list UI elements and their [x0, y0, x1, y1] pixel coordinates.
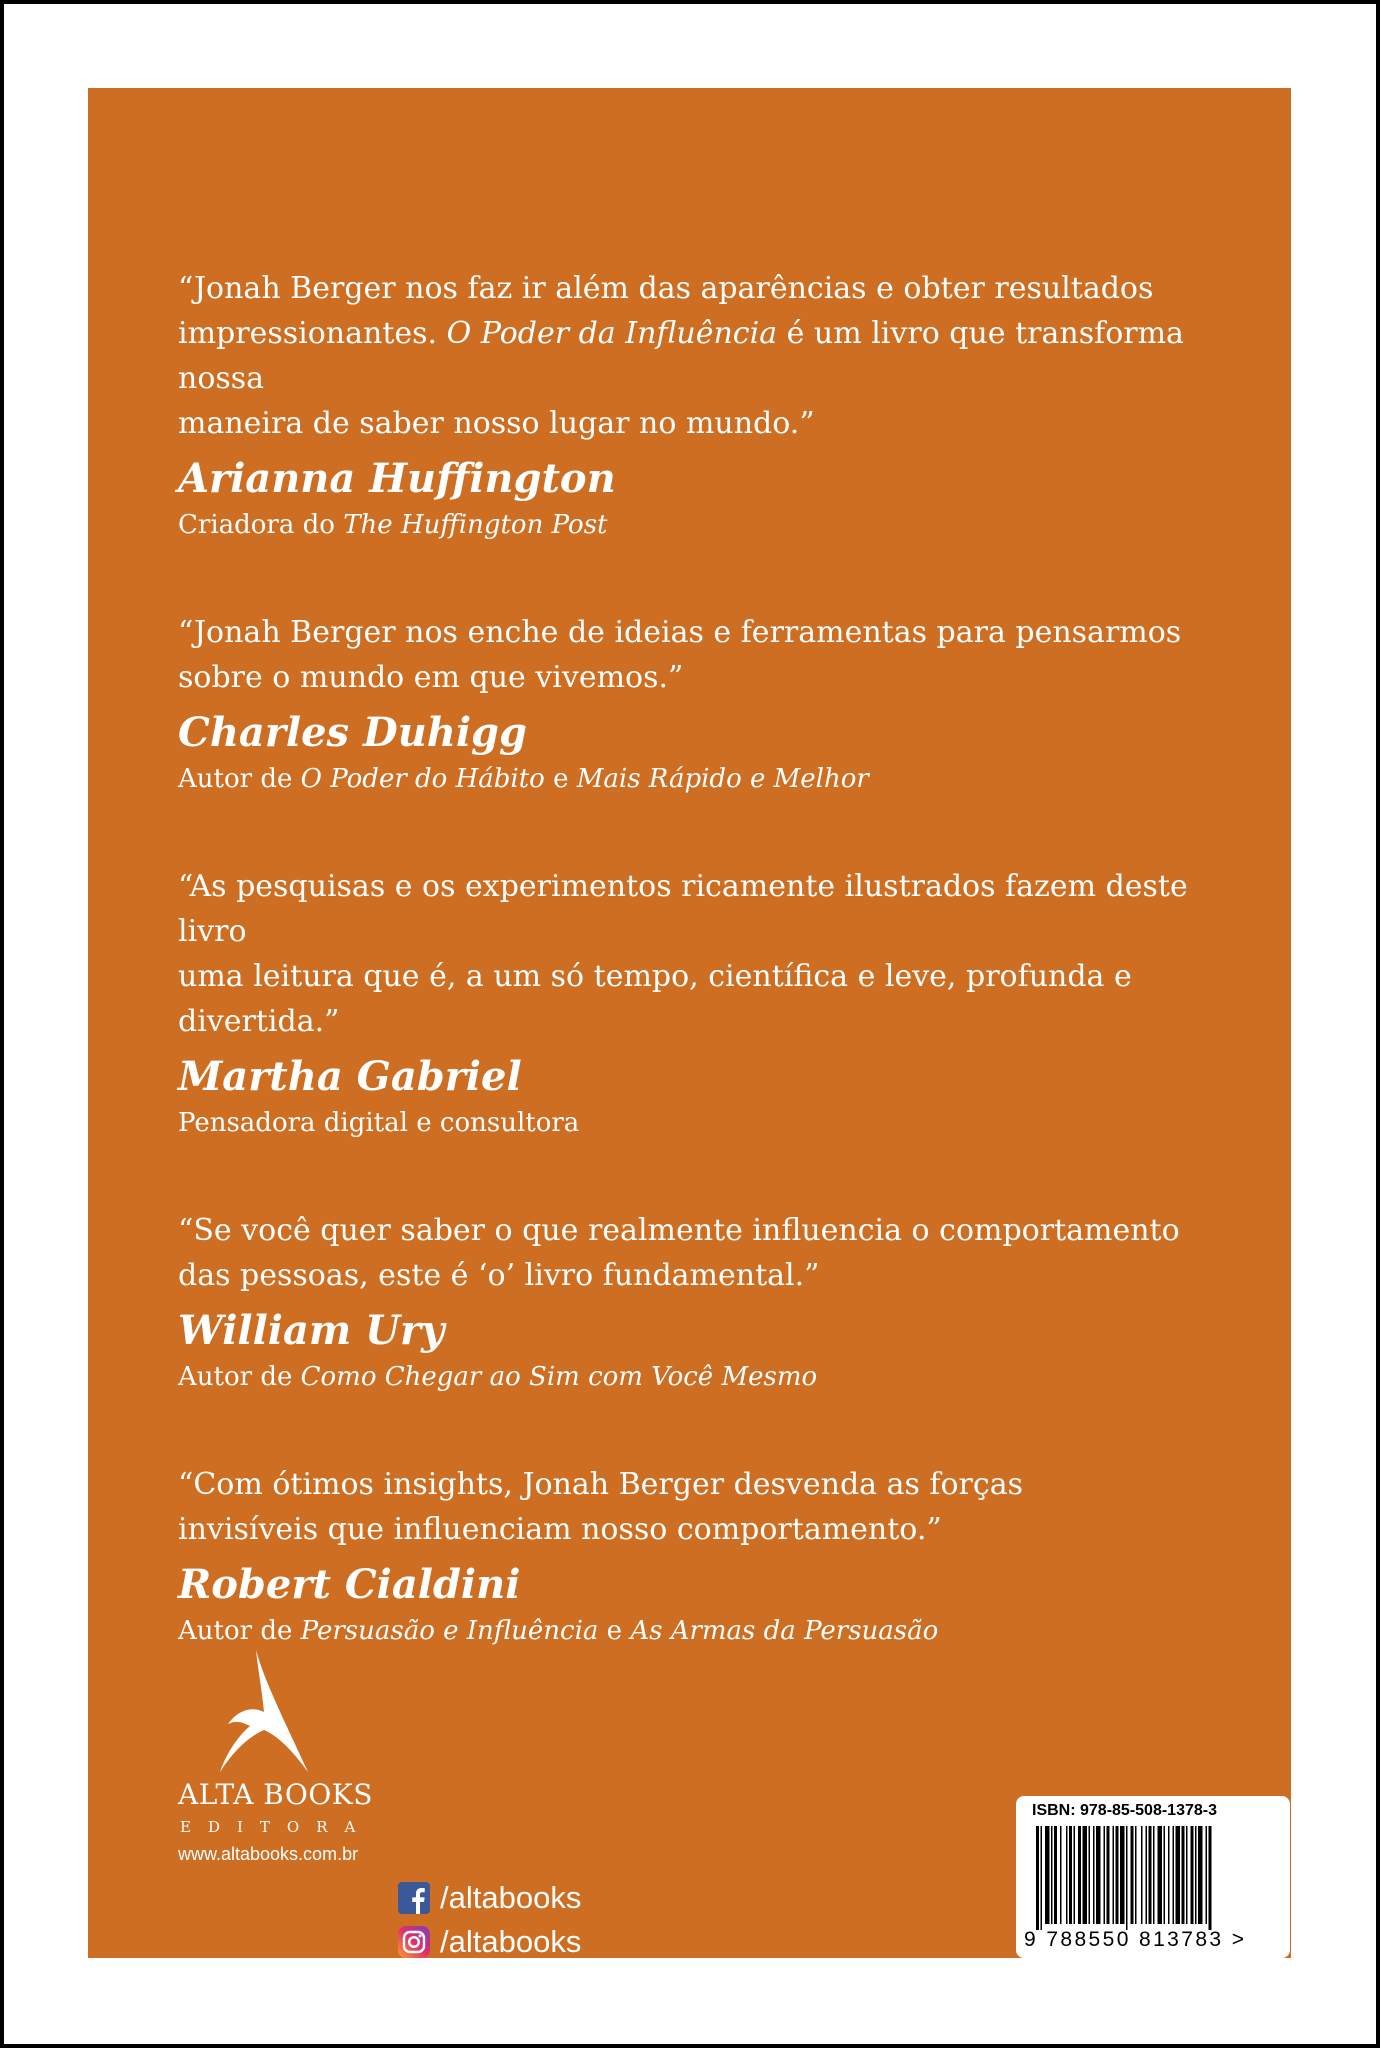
barcode-bar — [1141, 1826, 1143, 1924]
facebook-icon — [398, 1882, 430, 1914]
publisher-subtitle: EDITORA — [180, 1818, 373, 1836]
barcode-bar — [1113, 1826, 1115, 1924]
barcode-bar — [1104, 1826, 1106, 1924]
barcode-bar — [1168, 1826, 1170, 1924]
barcode-bar — [1176, 1826, 1181, 1924]
social-link-facebook[interactable] — [398, 1876, 581, 1920]
barcode-bar — [1041, 1826, 1043, 1930]
barcode-bar — [1083, 1826, 1088, 1924]
barcode-bar — [1120, 1826, 1125, 1924]
publisher-name: ALTA BOOKS — [178, 1778, 373, 1811]
blurb-quote: “Com ótimos insights, Jonah Berger desvenda as forças invisíveis que influenciam nosso comportamento.” — [178, 1467, 1023, 1547]
blurb-quote: “Jonah Berger nos faz ir além das aparências e obter resultados impressionantes. O Poder da Influência é um livro que transforma nossa maneira de saber nosso lugar no mundo.” — [178, 271, 1184, 441]
blurb-author-role: Autor de O Poder do Hábito e Mais Rápido e Melhor — [178, 764, 869, 794]
barcode-bar — [1149, 1826, 1152, 1924]
blurb-author: Arianna Huffington — [178, 455, 616, 502]
blurb-author-role: Pensadora digital e consultora — [178, 1108, 580, 1138]
barcode-bar — [1096, 1826, 1101, 1924]
barcode-bar — [1198, 1826, 1203, 1924]
barcode-bar — [1051, 1826, 1053, 1924]
barcode-bar — [1093, 1826, 1095, 1924]
barcode-bar — [1206, 1826, 1208, 1924]
blurb-author-role: Autor de Persuasão e Influência e As Armas da Persuasão — [178, 1616, 939, 1646]
barcode-bar — [1060, 1826, 1062, 1924]
barcode-bar — [1078, 1826, 1081, 1924]
publisher-website[interactable]: www.altabooks.com.br — [178, 1844, 359, 1864]
isbn-text: ISBN: 978-85-508-1378-3 — [1032, 1802, 1217, 1819]
blurbs-list — [178, 266, 1238, 1716]
barcode-bar — [1089, 1826, 1091, 1924]
barcode-bar — [1135, 1826, 1137, 1924]
facebook-handle: /altabooks — [440, 1880, 582, 1915]
back-cover — [88, 88, 1291, 1958]
barcode-bar — [1153, 1826, 1155, 1924]
blurb-quote: “Se você quer saber o que realmente influencia o comportamento das pessoas, este é ‘o’ livro fundamental.” — [178, 1213, 1180, 1293]
barcode-bar — [1074, 1826, 1076, 1924]
instagram-handle: /altabooks — [440, 1924, 582, 1959]
barcode-bar — [1036, 1826, 1039, 1930]
social-link-instagram[interactable] — [398, 1920, 581, 1964]
barcode-bar — [1131, 1826, 1134, 1924]
barcode-bar — [1045, 1826, 1050, 1924]
blurb-quote: “Jonah Berger nos enche de ideias e ferramentas para pensarmos sobre o mundo em que vivemos.” — [178, 615, 1182, 695]
barcode-bar — [1195, 1826, 1197, 1924]
barcode-bar — [1054, 1826, 1057, 1924]
blurb-author: Charles Duhigg — [178, 709, 527, 756]
barcode-bar — [1126, 1826, 1128, 1930]
barcode-label — [1016, 1796, 1290, 1958]
barcode-bar — [1209, 1826, 1212, 1930]
blurb — [178, 1208, 1238, 1394]
alta-books-logo-icon — [212, 1650, 308, 1776]
barcode-bar — [1116, 1826, 1119, 1924]
blurb-author-role: Criadora do The Huffington Post — [178, 510, 608, 540]
barcode-bar — [1107, 1826, 1110, 1924]
barcode-bar — [1146, 1826, 1148, 1924]
blurb-author: William Ury — [178, 1307, 445, 1354]
blurb-author: Robert Cialdini — [178, 1561, 521, 1608]
barcode-bar — [1186, 1826, 1188, 1924]
barcode-bar — [1069, 1826, 1072, 1924]
barcode-bar — [1173, 1826, 1175, 1924]
blurb-author-role: Autor de Como Chegar ao Sim com Você Mesmo — [178, 1362, 818, 1392]
blurb — [178, 266, 1238, 542]
barcode-bar — [1191, 1826, 1194, 1924]
barcode-digits: 9 788550 813783 > — [1024, 1928, 1247, 1951]
blurb-quote: “As pesquisas e os experimentos ricamente ilustrados fazem deste livro uma leitura que é, a um só tempo, científica e leve, profunda e divertida.” — [178, 869, 1188, 1039]
blurb — [178, 864, 1238, 1140]
barcode-bar — [1182, 1826, 1185, 1924]
blurb — [178, 610, 1238, 796]
barcode-bar — [1066, 1826, 1068, 1924]
blurb-author: Martha Gabriel — [178, 1053, 522, 1100]
barcode-bar — [1164, 1826, 1166, 1924]
social-links — [398, 1876, 581, 1964]
blurb — [178, 1462, 1238, 1648]
instagram-icon — [398, 1926, 430, 1958]
barcode-bar — [1158, 1826, 1163, 1924]
